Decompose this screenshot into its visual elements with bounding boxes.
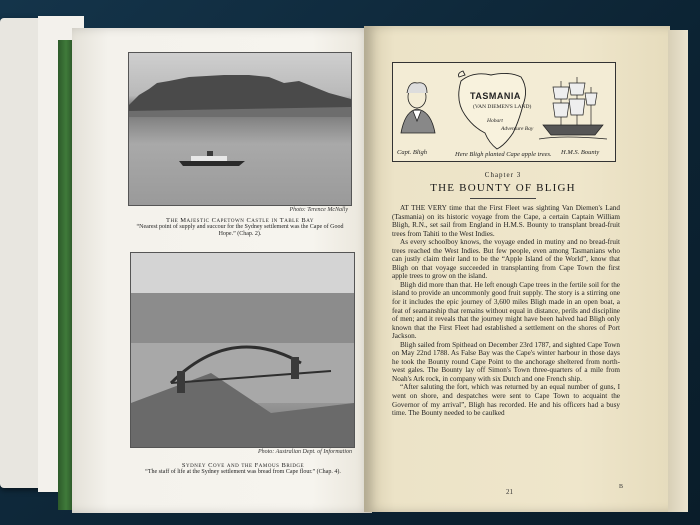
- photo2-caption: [136, 462, 350, 476]
- chapter-label: Chapter 3: [484, 171, 522, 179]
- table-mountain-image: [129, 65, 351, 117]
- label-caption: Here Bligh planted Cape apple trees.: [455, 151, 552, 158]
- harbour-bridge-image: [131, 253, 354, 447]
- paragraph: Bligh did more than that. He left enough Cape trees in the fertile soil for the island to provide an uncommonly good fruit supply. The story is a stirring one for it includes the epic journey of 3,600 miles Bligh made in an open boat, a feat of seamanship that remains without equal in distance, perils and discipline of men; and it reveals that the journey might have been halved had Bligh only known that the First Fleet had established a settlement on the shores of Port Jackson.: [392, 280, 620, 341]
- map-title: TASMANIA: [470, 91, 521, 101]
- paragraph: AT THE VERY time that the First Fleet was sighting Van Diemen's Land (Tasmania) on its historic voyage from the Cape, a certain Captain William Bligh, R.N., set sail from England in H.M.S. Bounty to transplant bread-fruit trees from Tahiti to the West Indies.: [392, 204, 620, 238]
- illustration-drawing: [393, 63, 615, 161]
- tasmania-map: [459, 71, 526, 149]
- photo-table-bay: [128, 52, 352, 206]
- chapter-body: [392, 204, 620, 484]
- photo2-credit: Photo: Australian Dept. of Information: [257, 449, 352, 455]
- ship-image: [177, 149, 247, 167]
- bligh-portrait: [401, 83, 435, 133]
- map-subtitle: (VAN DIEMEN'S LAND): [473, 104, 532, 110]
- photo2-caption-quote: “The staff of life at the Sydney settlement was bread from Cape flour.” (Chap. 4).: [145, 469, 341, 475]
- title-rule: [470, 198, 536, 199]
- page-number: 21: [506, 488, 513, 496]
- page-edges: [668, 30, 688, 512]
- map-place-adventure-bay: Adventure Bay: [501, 126, 534, 132]
- chapter-title: THE BOUNTY OF BLIGH: [430, 182, 576, 194]
- photo1-caption: [130, 217, 350, 238]
- label-bligh: Capt. Bligh: [397, 149, 427, 156]
- bounty-ship: [539, 77, 607, 139]
- label-ship: H.M.S. Bounty: [561, 149, 600, 156]
- chapter-illustration: [392, 62, 616, 162]
- paragraph: “After saluting the fort, which was returned by an equal number of guns, I went on shore, and despatches were sent to Cape Town to acquaint the Governor of my arrival”, Bligh has recorded. He and his officers had a busy time. The Bounty needed to be caulked: [392, 383, 620, 418]
- signature-mark: B: [619, 484, 624, 490]
- photo1-caption-head: The Majestic Capetown Castle in Table Bay: [166, 217, 314, 224]
- paragraph: As every schoolboy knows, the voyage ended in mutiny and no bread-fruit trees reached the West Indies. But few people, even among Tasmanians who can justly claim their land to be the “Apple Island of the World”, know that Bligh on that voyage succeeded in transplanting from Cape Town the first apple trees to grow on the island.: [392, 238, 620, 281]
- map-place-hobart: Hobart: [487, 118, 503, 124]
- photo2-caption-head: Sydney Cove and the Famous Bridge: [181, 462, 305, 469]
- photo-sydney-cove: [130, 252, 355, 448]
- paragraph: Bligh sailed from Spithead on December 23rd 1787, and sighted Cape Town on May 22nd 1788. As False Bay was the Cape's winter harbour in those days he took the Bounty round Cape Point to the anchorage sheltered from north-west gales. The Bounty lay off Simon's Town three-quarters of a mile from Noah's Ark rock, in company with six Dutch and one French ship.: [392, 340, 620, 383]
- photo1-credit: Photo: Terence McNally: [289, 207, 348, 213]
- photo1-caption-quote: “Nearest point of supply and succour for the Sydney settlement was the Cape of Good Hope.” (Chap. 2).: [136, 224, 344, 237]
